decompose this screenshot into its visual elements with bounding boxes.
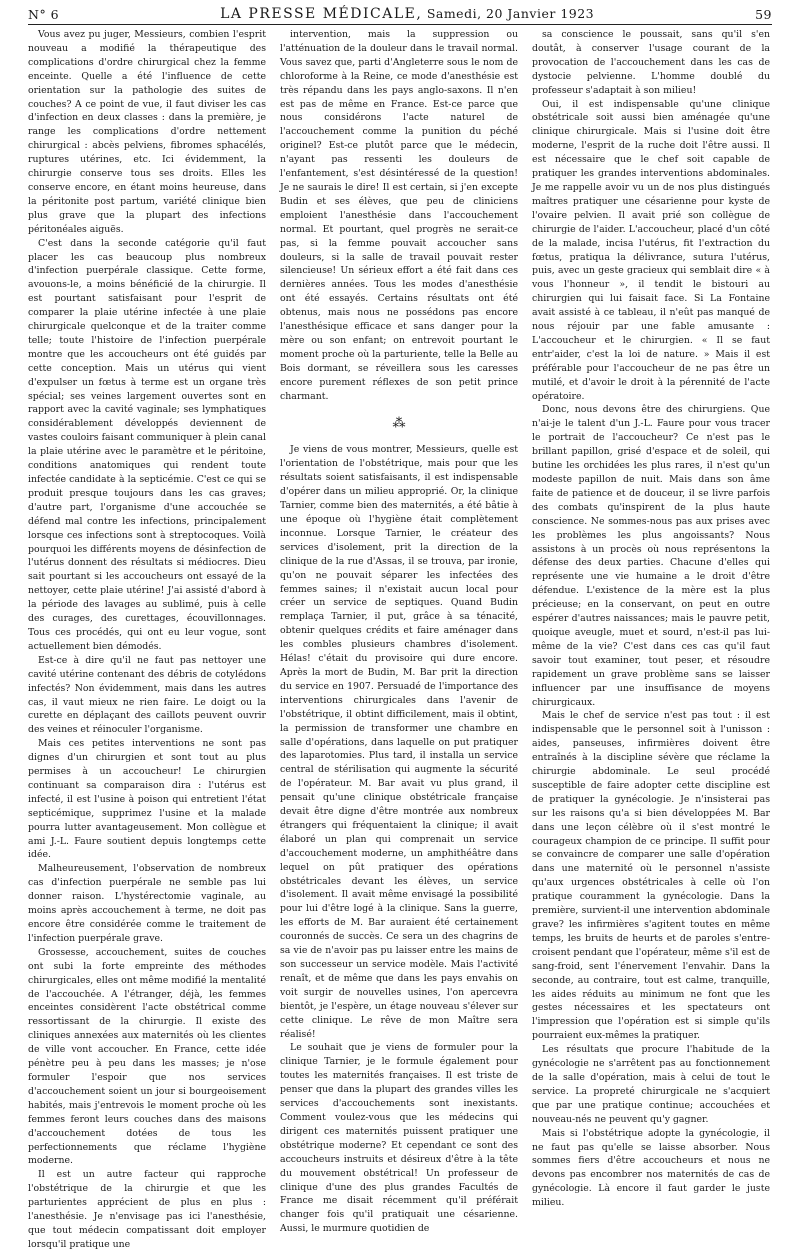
running-header xyxy=(28,4,772,25)
paragraph: Malheureusement, l'observation de nombreux cas d'infection puerpérale ne semble pas lui donner raison. L'hystérectomie vaginale, au moins après accouchement à terme, ne doit pas encore être considérée comme le traitement de l'infection puerpérale grave. xyxy=(28,863,266,944)
paragraph: Grossesse, accouchement, suites de couches ont subi la forte empreinte des méthodes chirurgicales, elles ont même modifié la mentalité de l'accouchée. A l'étranger, déjà, les femmes enceintes considèrent l'acte obstétrical comme ressortissant de la chirurgie. Il existe des cliniques annexées aux maternités où les clientes de ville vont accoucher. En France, cette idée pénètre peu à peu dans les masses; je n'ose formuler l'espoir que nos services d'accouchement soient un jour si bourgeoisement habités, mais j'entrevois le moment proche où les femmes feront leurs couches dans des maisons d'accouchement dotées de tous les perfectionnements que réclame l'hygiène moderne. xyxy=(28,946,266,1167)
paragraph: intervention, mais la suppression ou l'atténuation de la douleur dans le travail normal. Vous savez que, parti d'Angleterre sous le nom de chloroforme à la Reine, ce mode d'anesthésie est très répandu dans les pays anglo-saxons. Il n'en est pas de même en France. Est-ce parce que nous considérons l'acte naturel de l'accouchement comme la punition du péché originel? Est-ce plutôt parce que le médecin, n'ayant pas ressenti les douleurs de l'enfantement, s'est désintéressé de la question! Je ne saurais le dire! Il est certain, si j'en excepte Budin et ses élèves, que peu de cliniciens emploient l'anesthésie dans l'accouchement normal. Et pourtant, quel progrès ne serait-ce pas, si la femme pouvait accoucher sans douleurs, si la salle de travail pouvait rester silencieuse! Un sérieux effort a été fait dans ces dernières années. Tous les modes d'anesthésie ont été essayés. Certains résultats ont été obtenus, mais nous ne possédons pas encore l'anesthésique efficace et sans danger pour la mère ou son enfant; on entrevoit pourtant le moment proche où la parturiente, telle la Belle au Bois dormant, se réveillera sous les caresses encore purement réflexes de son petit prince charmant. xyxy=(280,29,518,402)
journal-title: LA PRESSE MÉDICALE, xyxy=(220,6,423,22)
column-1 xyxy=(28,28,266,1250)
paragraph: Est-ce à dire qu'il ne faut pas nettoyer une cavité utérine contenant des débris de cotylédons infectés? Non évidemment, mais dans les autres cas, il vaut mieux ne rien faire. Le doigt ou la curette en déplaçant des caillots peuvent ouvrir des veines et réinoculer l'organisme. xyxy=(28,654,266,736)
section-asterism: ⁂ xyxy=(392,416,406,432)
paragraph: Mais ces petites interventions ne sont pas dignes d'un chirurgien et sont tout au plus permises à un accoucheur! Le chirurgien continuant sa comparaison dira : l'utérus est infecté, il est l'usine à poison qui entretient l'état septicémique, supprimez l'usine et la malade pourra lutter avantageusement. Mon collègue et ami J.-L. Faure soutient depuis longtemps cette idée. xyxy=(28,738,266,861)
paragraph: Mais si l'obstétrique adopte la gynécologie, il ne faut pas qu'elle se laisse absorber. Nous sommes fiers d'être accoucheurs et nous ne devons pas encombrer nos maternités de cas de gynécologie. Là encore il faut garder le juste milieu. xyxy=(532,1127,770,1209)
paragraph: Mais le chef de service n'est pas tout : il est indispensable que le personnel soit à l'unisson : aides, panseuses, infirmières doivent être entraînés à la discipline sévère que réclame la chirurgie abdominale. Le seul procédé susceptible de faire adopter cette discipline est de pratiquer la gynécologie. Je n'insisterai pas sur les raisons qu'a si bien développées M. Bar dans une leçon célèbre où il s'est montré le courageux champion de ce principe. Il suffit pour se convaincre de comparer une salle d'opération dans une maternité où le personnel n'assiste qu'aux urgences obstétricales à celle où l'on pratique couramment la gynécologie. Dans la première, survient-il une intervention abdominale grave? les infirmières s'agitent toutes en même temps, les bruits de heurts et de paroles s'entre-croisent pendant que l'opérateur, même s'il est de sang-froid, sent l'énervement l'envahir. Dans la seconde, au contraire, tout est calme, tranquille, les aides réduits au minimum ne font que les gestes nécessaires et les spectateurs ont l'impression que l'opération est si simple qu'ils pourraient eux-mêmes la pratiquer. xyxy=(532,710,770,1042)
paragraph: Il est un autre facteur qui rapproche l'obstétrique de la chirurgie et que les parturientes apprécient de plus en plus : l'anesthésie. Je n'envisage pas ici l'anesthésie, que tout médecin compatissant doit employer lorsqu'il pratique une xyxy=(28,1169,266,1250)
page-number: 59 xyxy=(755,6,772,22)
paragraph: Vous avez pu juger, Messieurs, combien l'esprit nouveau a modifié la thérapeutique des complications d'ordre chirurgical chez la femme enceinte. Quelle a été l'influence de cette orientation sur la pathologie des suites de couches? A ce point de vue, il faut diviser les cas d'infection en deux classes : dans la première, je range les complications d'ordre nettement chirurgical : abcès pelviens, fibromes sphacélés, ruptures utérines, etc. Ici évidemment, la chirurgie conserve tous ses droits. Elles les conserve encore, en étant moins heureuse, dans la péritonite post partum, variété clinique bien plus grave que la plupart des infections péritonéales aiguës. xyxy=(28,29,266,235)
paragraph: Oui, il est indispensable qu'une clinique obstétricale soit aussi bien aménagée qu'une clinique chirurgicale. Mais si l'usine doit être moderne, l'esprit de la ruche doit l'être aussi. Il est nécessaire que le chef soit capable de pratiquer les grandes interventions abdominales. Je me rappelle avoir vu un de nos plus distingués maîtres pratiquer une césarienne pour kyste de l'ovaire pelvien. Il avait prié son collègue de chirurgie de l'aider. L'accoucheur, placé d'un côté de la malade, incisa l'utérus, fit l'extraction du fœtus, pratiqua la délivrance, sutura l'utérus, puis, avec un geste gracieux qui semblait dire « à vous l'honneur », il tendit le bistouri au chirurgien qui lui faisait face. Si La Fontaine avait assisté à ce tableau, il n'eût pas manqué de nous réjouir par une fable amusante : L'accoucheur et le chirurgien. « Il se faut entr'aider, c'est la loi de nature. » Mais il est préférable pour l'accoucheur de ne pas être un mutilé, et d'avoir le droit à la pérennité de l'acte opératoire. xyxy=(532,98,770,402)
paragraph: Je viens de vous montrer, Messieurs, quelle est l'orientation de l'obstétrique, mais pour que les résultats soient satisfaisants, il est indispensable d'opérer dans un milieu approprié. Or, la clinique Tarnier, comme bien des maternités, a été bâtie à une époque où l'hygiène était complètement inconnue. Lorsque Tarnier, le créateur des services d'isolement, prit la direction de la clinique de la rue d'Assas, il se trouva, par ironie, qu'on ne pouvait séparer les infectées des femmes saines; il n'existait aucun local pour créer un service de septiques. Quand Budin remplaça Tarnier, il put, grâce à sa ténacité, obtenir quelques crédits et faire aménager dans les combles plusieurs chambres d'isolement. Hélas! c'était du provisoire qui dure encore. Après la mort de Budin, M. Bar prit la direction du service en 1907. Persuadé de l'importance des interventions chirurgicales dans l'avenir de l'obstétrique, il obtint difficilement, mais il obtint, la permission de transformer une chambre en salle d'opérations, dans laquelle on put pratiquer des laparotomies. Plus tard, il installa un service central de stérilisation qui augmente la sécurité de l'opérateur. M. Bar avait vu plus grand, il pensait qu'une clinique obstétricale française devait être digne d'être montrée aux nombreux étrangers qui fréquentaient la clinique; il avait élaboré un plan qui comprenait un service d'accouchement moderne, un amphithéâtre dans lequel on pût pratiquer des opérations obstétricales devant les élèves, un service d'isolement. Il avait même envisagé la possibilité pour lui d'être logé à la clinique. Sans la guerre, les efforts de M. Bar auraient été certainement couronnés de succès. Ce sera un des chagrins de sa vie de n'avoir pas pu laisser entre les mains de son successeur un service modèle. Mais l'activité renaît, et de même que dans les pays envahis on voit surgir de nouvelles usines, l'on apercevra bientôt, je l'espère, un étage nouveau s'élever sur cette clinique. Le rêve de mon Maître sera réalisé! xyxy=(280,444,518,1040)
column-2 xyxy=(280,28,518,1235)
paragraph: Donc, nous devons être des chirurgiens. Que n'ai-je le talent d'un J.-L. Faure pour vous tracer le portrait de l'accoucheur? Ce n'est pas le brillant papillon, grisé d'espace et de soleil, qui butine les orchidées les plus rares, il n'est qu'un modeste papillon de nuit. Mais dans son âme faite de patience et de douceur, il se livre parfois des combats qu'inspirent de la plus haute conscience. Ne sommes-nous pas aux prises avec les problèmes les plus angoissants? Nous assistons à un procès où nous représentons la défense des deux parties. Chacune d'elles qui représente une vie humaine a le droit d'être défendue. L'existence de la mère est la plus précieuse; en la conservant, on peut en outre espérer d'autres naissances; mais le pauvre petit, quoique aveugle, muet et sourd, n'est-il pas lui-même de la vie? C'est dans ces cas qu'il faut savoir tout examiner, tout peser, et résoudre rapidement un grave problème sans se laisser influencer par une insuffisance de moyens chirurgicaux. xyxy=(532,404,770,708)
paragraph: C'est dans la seconde catégorie qu'il faut placer les cas beaucoup plus nombreux d'infection puerpérale classique. Cette forme, avouons-le, a moins bénéficié de la chirurgie. Il est pourtant satisfaisant pour l'esprit de comparer la plaie utérine infectée à une plaie chirurgicale quelconque et de la traiter comme telle; toute l'histoire de l'infection puerpérale montre que les accoucheurs ont été guidés par cette conception. Mais un utérus qui vient d'expulser un fœtus à terme est un organe très spécial; ses veines largement ouvertes sont en rapport avec la cavité vaginale; ses lymphatiques considérablement développés deviennent de vastes couloirs faisant communiquer à plein canal la plaie utérine avec le paramètre et le péritoine, conditions anatomiques qui rendent toute infectée candidate à la septicémie. C'est ce qui se produit presque toujours dans les cas graves; d'autre part, l'organisme d'une accouchée se défend mal contre les infections, principalement lorsque ces infections sont à streptocoques. Voilà pourquoi les différents moyens de désinfection de l'utérus donnent des résultats si médiocres. Dieu sait pourtant si les accoucheurs ont essayé de la nettoyer, cette plaie utérine! J'ai assisté d'abord à la période des lavages au sublimé, puis à celle des curages, des curettages, écouvillonnages. Tous ces procédés, qui ont eu leur vogue, sont actuellement bien démodés. xyxy=(28,237,266,652)
issue-date: Samedi, 20 Janvier 1923 xyxy=(426,6,595,21)
journal-line xyxy=(220,6,594,22)
paragraph: sa conscience le poussait, sans qu'il s'en doutât, à conserver l'usage courant de la provocation de l'accouchement dans les cas de dystocie pelvienne. L'homme doublé du professeur s'adaptait à son milieu! xyxy=(532,29,770,96)
paragraph: Le souhait que je viens de formuler pour la clinique Tarnier, je le formule également pour toutes les maternités françaises. Il est triste de penser que dans la plupart des grandes villes les services d'accouchements sont inexistants. Comment voulez-vous que les médecins qui dirigent ces maternités puissent pratiquer une obstétrique moderne? Et cependant ce sont des accoucheurs instruits et désireux d'être à la tête du mouvement obstétrical! Un professeur de clinique d'une des plus grandes Facultés de France me disait récemment qu'il préférait changer fois qu'il pratiquait une césarienne. Aussi, le murmure quotidien de xyxy=(280,1042,518,1235)
paragraph: Les résultats que procure l'habitude de la gynécologie ne s'arrêtent pas au fonctionnement de la salle d'opération, mais à celui de tout le service. La propreté chirurgicale ne s'acquiert que par une pratique continue; accouchées et nouveau-nés ne peuvent qu'y gagner. xyxy=(532,1044,770,1125)
article-body xyxy=(28,28,772,1250)
column-3 xyxy=(532,28,770,1209)
issue-number: N° 6 xyxy=(28,6,60,22)
